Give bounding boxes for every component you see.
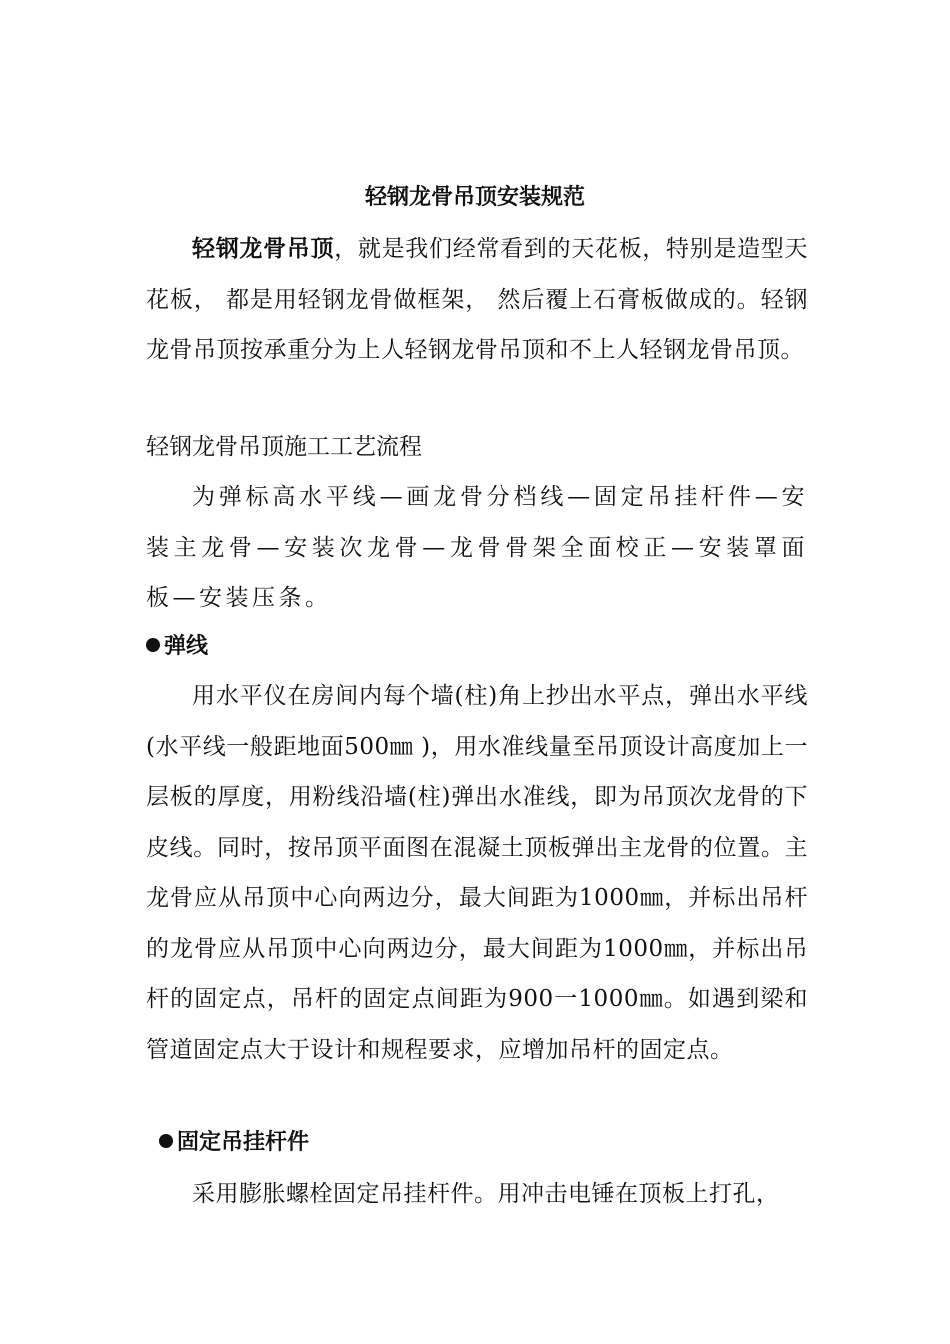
section-heading-label: 弹线 bbox=[164, 634, 209, 659]
intro-paragraph bbox=[146, 224, 808, 376]
intro-text: ，就是我们经常看到的天花板，特别是造型天花板， 都是用轻钢龙骨做框架， 然后覆上石膏板做成的。轻钢龙骨吊顶按承重分为上人轻钢龙骨吊顶和不上人轻钢龙骨吊顶。 bbox=[146, 236, 809, 363]
bullet-icon bbox=[159, 1134, 173, 1148]
document-title: 轻钢龙骨吊顶安装规范 bbox=[364, 185, 585, 210]
section-heading-guding bbox=[159, 1125, 309, 1161]
section-paragraph-tanxian: 用水平仪在房间内每个墙(柱)角上抄出水平点，弹出水平线(水平线一般距地面500㎜ )，用水准线量至吊顶设计高度加上一层板的厚度，用粉线沿墙(柱)弹出水准线，即为吊顶次龙骨的下皮线。同时，按吊顶平面图在混凝土顶板弹出主龙骨的位置。主龙骨应从吊顶中心向两边分，最大间距为1000㎜，并标出吊杆的龙骨应从吊顶中心向两边分，最大间距为1000㎜，并标出吊杆的固定点，吊杆的固定点间距为900一1000㎜。如遇到梁和管道固定点大于设计和规程要求，应增加吊杆的固定点。 bbox=[146, 683, 808, 1063]
intro-lead: 轻钢龙骨吊顶 bbox=[192, 236, 335, 262]
section-paragraph-guding: 采用膨胀螺栓固定吊挂杆件。用冲击电锤在顶板上打孔， bbox=[192, 1181, 780, 1207]
section-heading-label: 固定吊挂杆件 bbox=[177, 1130, 310, 1155]
bullet-icon bbox=[146, 638, 160, 652]
process-paragraph: 为弹标高水平线—画龙骨分档线—固定吊挂杆件—安装主龙骨—安装次龙骨—龙骨骨架全面校正—安装罩面板—安装压条。 bbox=[146, 484, 808, 611]
section-heading-tanxian bbox=[146, 629, 208, 665]
process-heading: 轻钢龙骨吊顶施工工艺流程 bbox=[146, 434, 422, 460]
